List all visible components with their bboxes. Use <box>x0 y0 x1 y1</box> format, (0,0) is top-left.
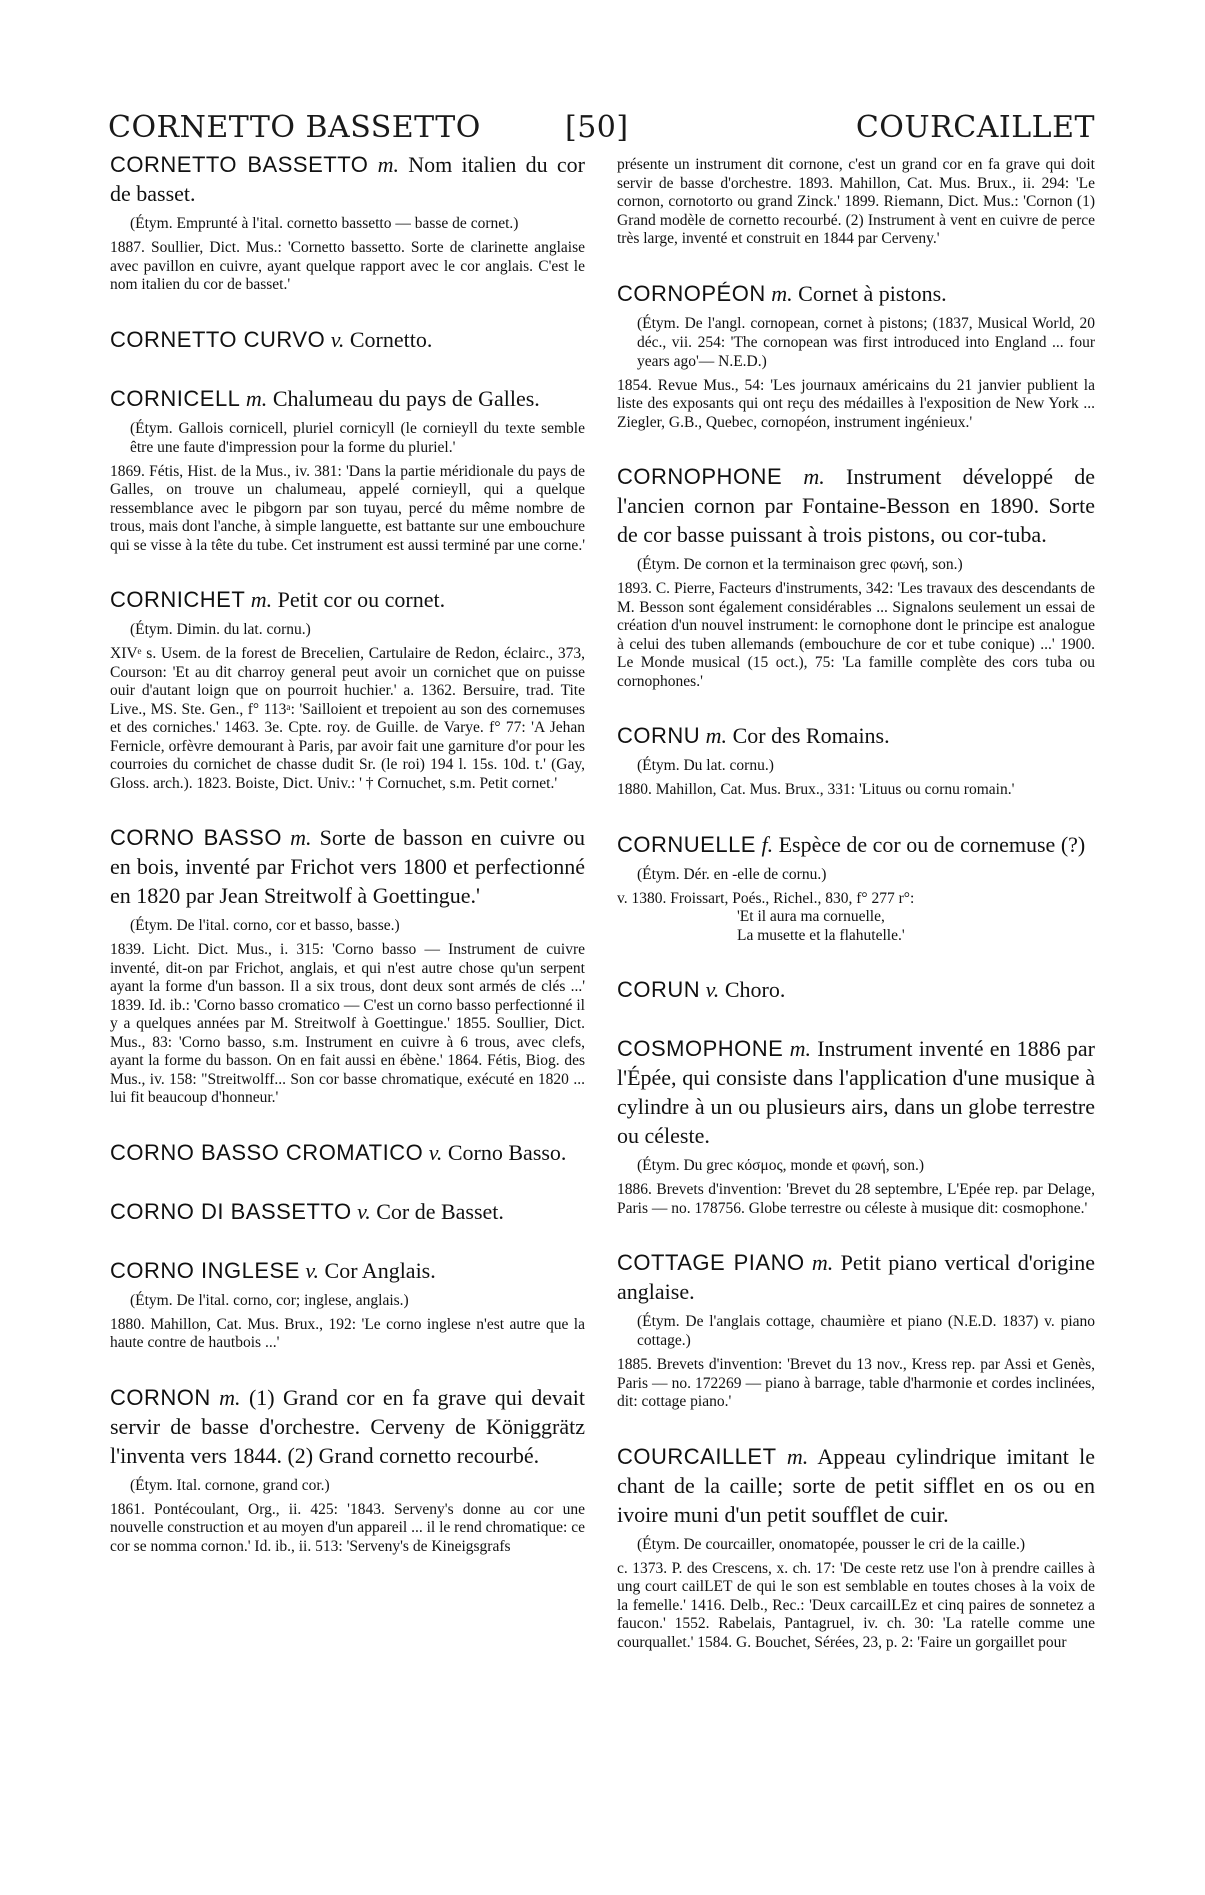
entry-term: CORNETTO BASSETTO <box>110 152 369 177</box>
entry-citation: présente un instrument dit cornone, c'est un grand cor en fa grave qui doit servir de basse d'orchestre. 1893. Mahillon, Cat. Mus. Brux., ii. 294: 'Le cornon, cornotorto ou grand Zinck.' 1899. Riemann, Dict. Mus.: 'Cornon (1) Grand modèle de cornetto recourbé. (2) Instrument à vent en cuivre de perce très large, inventé et construit en 1844 par Cerveny.' <box>617 156 1095 247</box>
entry-headline <box>617 462 1095 549</box>
entry-definition: Sorte de basson en cuivre ou en bois, inventé par Frichot vers 1800 et perfectionné en 1820 par Jean Streitwolf à Goettingue.' <box>110 825 586 908</box>
dictionary-entry <box>617 279 1095 433</box>
dictionary-entry <box>617 1442 1095 1653</box>
entry-headline <box>617 1034 1095 1150</box>
entry-etymology: (Étym. Du lat. cornu.) <box>637 757 774 774</box>
right-column <box>617 150 1095 1682</box>
dictionary-entry <box>617 156 1095 249</box>
entry-term: CORNETTO CURVO <box>110 326 326 352</box>
entry-term: CORNU <box>617 723 701 748</box>
entry-grammar: m. <box>771 280 793 306</box>
dictionary-entry <box>110 585 585 793</box>
dictionary-entry <box>617 830 1095 946</box>
entry-term: CORNON <box>110 1384 211 1410</box>
entry-term: CORNO BASSO CROMATICO <box>110 1139 424 1165</box>
entry-definition: Petit piano vertical d'origine anglaise. <box>617 1250 1095 1304</box>
entry-definition: Instrument inventé en 1886 par l'Épée, qui consiste dans l'application d'une musique à cylindre à un ou plusieurs airs, dans un globe terrestre ou céleste. <box>617 1036 1095 1148</box>
entry-headline <box>110 823 585 910</box>
entry-grammar: v. <box>357 1198 371 1224</box>
entry-etymology: (Étym. De courcailler, onomatopée, pousser le cri de la caille.) <box>637 1535 1026 1553</box>
entry-term: CORNOPHONE <box>617 464 783 489</box>
entry-definition: Corno Basso. <box>447 1139 567 1165</box>
entry-grammar: m. <box>789 1036 811 1061</box>
entry-etymology: (Étym. De cornon et la terminaison grec φωνή, son.) <box>637 556 963 573</box>
entry-definition: Cornet à pistons. <box>798 280 947 306</box>
entry-headline <box>617 830 1095 859</box>
entry-headline <box>110 384 585 413</box>
entry-etymology: (Étym. Dimin. du lat. cornu.) <box>130 621 311 638</box>
entry-definition: Nom italien du cor de basset. <box>110 152 585 206</box>
entry-citation: 1854. Revue Mus., 54: 'Les journaux américains du 21 janvier publient la liste des exposants qui ont reçu des médailles à l'exposition de New York ... Ziegler, G.B., Quebec, cornopéon, instrument ingénieux.' <box>617 376 1095 431</box>
entry-headline <box>110 585 585 614</box>
entry-etymology: (Étym. De l'angl. cornopean, cornet à pistons; (1837, Musical World, 20 déc., vii. 254: 'The cornopean was first introduced into England ... four years ago'— N.E.D.) <box>637 314 1095 370</box>
entry-term: CORNUELLE <box>617 831 756 857</box>
entry-definition: Appeau cylindrique imitant le chant de la caille; sorte de petit sifflet en os ou en ivoire muni d'un petit soufflet de cuir. <box>617 1443 1095 1527</box>
entry-headline <box>110 1256 585 1285</box>
entry-grammar: v. <box>705 977 720 1002</box>
entry-definition: Cor Anglais. <box>324 1257 436 1283</box>
entry-definition: Cor de Basset. <box>376 1198 504 1224</box>
entry-etymology: (Étym. De l'ital. corno, cor; inglese, anglais.) <box>130 1291 409 1309</box>
entry-headline <box>617 721 1095 750</box>
dictionary-entry <box>617 1034 1095 1218</box>
entry-term: CORNICELL <box>110 385 241 411</box>
dictionary-entry <box>110 384 585 556</box>
dictionary-entry <box>110 325 585 354</box>
running-head-left: CORNETTO BASSETTO <box>108 110 481 145</box>
entry-definition: Cor des Romains. <box>732 723 890 748</box>
entry-grammar: m. <box>250 587 273 612</box>
entry-citation: 1869. Fétis, Hist. de la Mus., iv. 381: 'Dans la partie méridionale du pays de Galles, on trouve un chalumeau, appelé cornieyll, qui a quelque ressemblance avec le pibgorn par son tuyau, percé du même nombre de trous, mais dont l'anche, à simple languette, est battante sur une embouchure qui se visse à la tête du tube. Cet instrument est aussi terminé par une corne.' <box>110 462 585 554</box>
running-head-right: COURCAILLET <box>855 110 1095 145</box>
entry-grammar: m. <box>245 385 268 411</box>
entry-citation: c. 1373. P. des Crescens, x. ch. 17: 'De ceste retz use l'on à prendre cailles à ung court cailLET de qui le son est semblable en toutes choses à la voix de la femelle.' 1416. Delb., Rec.: 'Deux carcailLEz et cinq paires de sonnetez a faucon.' 1552. Rabelais, Pantagruel, iv. ch. 30: 'La ratelle comme une courquallet.' 1584. G. Bouchet, Sérées, 23, p. 2: 'Faire un gorgaillet pour <box>617 1559 1095 1651</box>
entry-term: CORUN <box>617 977 701 1002</box>
entry-citation: 1839. Licht. Dict. Mus., i. 315: 'Corno basso — Instrument de cuivre inventé, dit-on par Frichot, anglais, et qui n'est autre chose qu'un serpent ayant la forme d'un basson. Il a six trous, dont deux sont armés de clés ...' 1839. Id. ib.: 'Corno basso cromatico — C'est un corno basso perfectionné il y a quelques années par M. Streitwolf à Goettingue.' 1855. Soullier, Dict. Mus., 83: 'Corno basso, s.m. Instrument en cuivre à 6 trous, avec clefs, ayant la forme du basson. On en fait aussi en ébène.' 1864. Fétis, Biog. des Mus., iv. 158: "Streitwolff... Son cor basse chromatique, exécuté en 1820 ... lui fit beaucoup d'honneur.' <box>110 941 585 1106</box>
entry-headline <box>110 1138 585 1167</box>
entry-term: COTTAGE PIANO <box>617 1250 805 1275</box>
entry-headline <box>617 279 1095 308</box>
dictionary-entry <box>617 1248 1095 1412</box>
entry-headline <box>110 1197 585 1226</box>
entry-citation: XIVᵉ s. Usem. de la forest de Brecelien, Cartulaire de Redon, éclairc., 373, Courson: 'Et au dit charroy general peut avoir un cornichet que on puisse ouir d'autant loign que on pourroit huchier.' a. 1362. Bersuire, trad. Tite Live., MS. Ste. Gen., f° 113ᵃ: 'Sailloient et trepoient au son des cornemuses et des corniches.' 1463. 3e. Cpte. roy. de Guille. de Varye. f° 77: 'A Jehan Fernicle, orfèvre demourant à Paris, par avoir fait une garniture d'or pour les courroies du cornichet de chasse dudit Sr. (le roi) 194 l. 15s. 10d. t.' (Gay, Gloss. arch.). 1823. Boiste, Dict. Univ.: ' † Cornuchet, s.m. Petit cornet.' <box>110 645 585 792</box>
dictionary-entry <box>110 150 585 295</box>
dictionary-entry <box>110 1197 585 1226</box>
entry-citation: 1887. Soullier, Dict. Mus.: 'Cornetto bassetto. Sorte de clarinette anglaise avec pavillon en cuivre, ayant quelque rapport avec le cor anglais. C'est le nom italien du cor de basset.' <box>110 239 585 293</box>
entry-etymology: (Étym. Gallois cornicell, pluriel cornicyll (le cornieyll du texte semble être une faute d'impression pour la forme du pluriel.' <box>130 419 585 456</box>
entry-grammar: m. <box>219 1384 241 1410</box>
entry-definition: (1) Grand cor en fa grave qui devait servir de basse d'orchestre. Cerveny de Königgrätz l'inventa vers 1844. (2) Grand cornetto recourbé. <box>110 1384 585 1468</box>
entry-grammar: m. <box>786 1443 809 1469</box>
dictionary-entry <box>617 721 1095 800</box>
entry-term: CORNICHET <box>110 587 246 612</box>
dictionary-entry <box>110 823 585 1108</box>
entry-citation: 1880. Mahillon, Cat. Mus. Brux., 331: 'Lituus ou cornu romain.' <box>617 781 1015 798</box>
entry-term: COURCAILLET <box>617 1443 777 1469</box>
entry-term: COSMOPHONE <box>617 1036 784 1061</box>
entry-grammar: v. <box>305 1257 320 1283</box>
entry-definition: Instrument développé de l'ancien cornon par Fontaine-Besson en 1890. Sorte de cor basse puissant à trois pistons, ou cor-tuba. <box>617 464 1095 547</box>
entry-etymology: (Étym. Emprunté à l'ital. cornetto bassetto — basse de cornet.) <box>130 215 519 232</box>
entry-etymology: (Étym. De l'ital. corno, cor et basso, basse.) <box>130 917 400 934</box>
entry-term: CORNOPÉON <box>617 280 766 306</box>
entry-grammar: v. <box>428 1139 443 1165</box>
entry-citation: 1880. Mahillon, Cat. Mus. Brux., 192: 'Le corno inglese n'est autre que la haute contre de hautbois ...' <box>110 1315 585 1351</box>
entry-grammar: v. <box>330 326 345 352</box>
dictionary-entry <box>110 1383 585 1557</box>
entry-headline <box>110 325 585 354</box>
entry-definition: Chalumeau du pays de Galles. <box>272 385 540 411</box>
entry-definition: Cornetto. <box>349 326 433 352</box>
entry-citation: 1886. Brevets d'invention: 'Brevet du 28 septembre, L'Epée rep. par Delage, Paris — no. 178756. Globe terrestre ou céleste à musique dit: cosmophone.' <box>617 1181 1095 1217</box>
entry-grammar: m. <box>811 1250 834 1275</box>
left-column <box>110 150 585 1586</box>
dictionary-entry <box>110 1138 585 1167</box>
entry-headline <box>617 1248 1095 1306</box>
entry-etymology: (Étym. Du grec κόσμος, monde et φωνή, son.) <box>637 1157 925 1174</box>
entry-grammar: f. <box>761 831 774 857</box>
entry-definition: Espèce de cor ou de cornemuse (?) <box>778 831 1086 857</box>
entry-citation: 1893. C. Pierre, Facteurs d'instruments, 342: 'Les travaux des descendants de M. Besson sont également considérables ... Signalons seulement un essai de création d'un nouvel instrument: le cornophone dont le principe est analogue à celui des tuben allemands (embouchure de cor et tube conique) ...' 1900. Le Monde musical (15 oct.), 75: 'La famille complète des cors tuba ou cornophones.' <box>617 580 1095 690</box>
entry-grammar: m. <box>705 723 728 748</box>
entry-grammar: m. <box>803 464 825 489</box>
entry-definition: Choro. <box>724 977 786 1002</box>
entry-headline <box>617 1442 1095 1529</box>
entry-term: CORNO DI BASSETTO <box>110 1198 352 1224</box>
entry-citation: v. 1380. Froissart, Poés., Richel., 830, f° 277 r°: <box>617 889 915 907</box>
entry-grammar: m. <box>377 152 399 177</box>
entry-headline <box>110 150 585 208</box>
entry-verse-line: La musette et la flahutelle.' <box>737 926 905 944</box>
entry-headline <box>617 975 1095 1004</box>
entry-term: CORNO BASSO <box>110 825 282 850</box>
entry-citation: 1861. Pontécoulant, Org., ii. 425: '1843. Serveny's donne au cor une nouvelle construction et au moyen d'un appareil ... il le rend chromatique: ce cor se nomma cornon.' Id. ib., ii. 513: 'Serveny's de Kineigsgrafs <box>110 1500 585 1555</box>
page-number: [50] <box>565 110 629 145</box>
entry-term: CORNO INGLESE <box>110 1257 300 1283</box>
entry-etymology: (Étym. Ital. cornone, grand cor.) <box>130 1476 330 1494</box>
entry-citation: 1885. Brevets d'invention: 'Brevet du 13 nov., Kress rep. par Assi et Genès, Paris — no. 172269 — piano à barrage, table d'harmonie et cordes inclinées, dit: cottage piano.' <box>617 1356 1095 1410</box>
entry-grammar: m. <box>290 825 312 850</box>
entry-etymology: (Étym. Dér. en -elle de cornu.) <box>637 865 827 883</box>
dictionary-entry <box>617 975 1095 1004</box>
entry-verse-line: 'Et il aura ma cornuelle, <box>737 908 885 925</box>
entry-etymology: (Étym. De l'anglais cottage, chaumière et piano (N.E.D. 1837) v. piano cottage.) <box>637 1313 1095 1349</box>
entry-definition: Petit cor ou cornet. <box>277 587 446 612</box>
dictionary-entry <box>617 462 1095 691</box>
dictionary-entry <box>110 1256 585 1353</box>
entry-headline <box>110 1383 585 1470</box>
